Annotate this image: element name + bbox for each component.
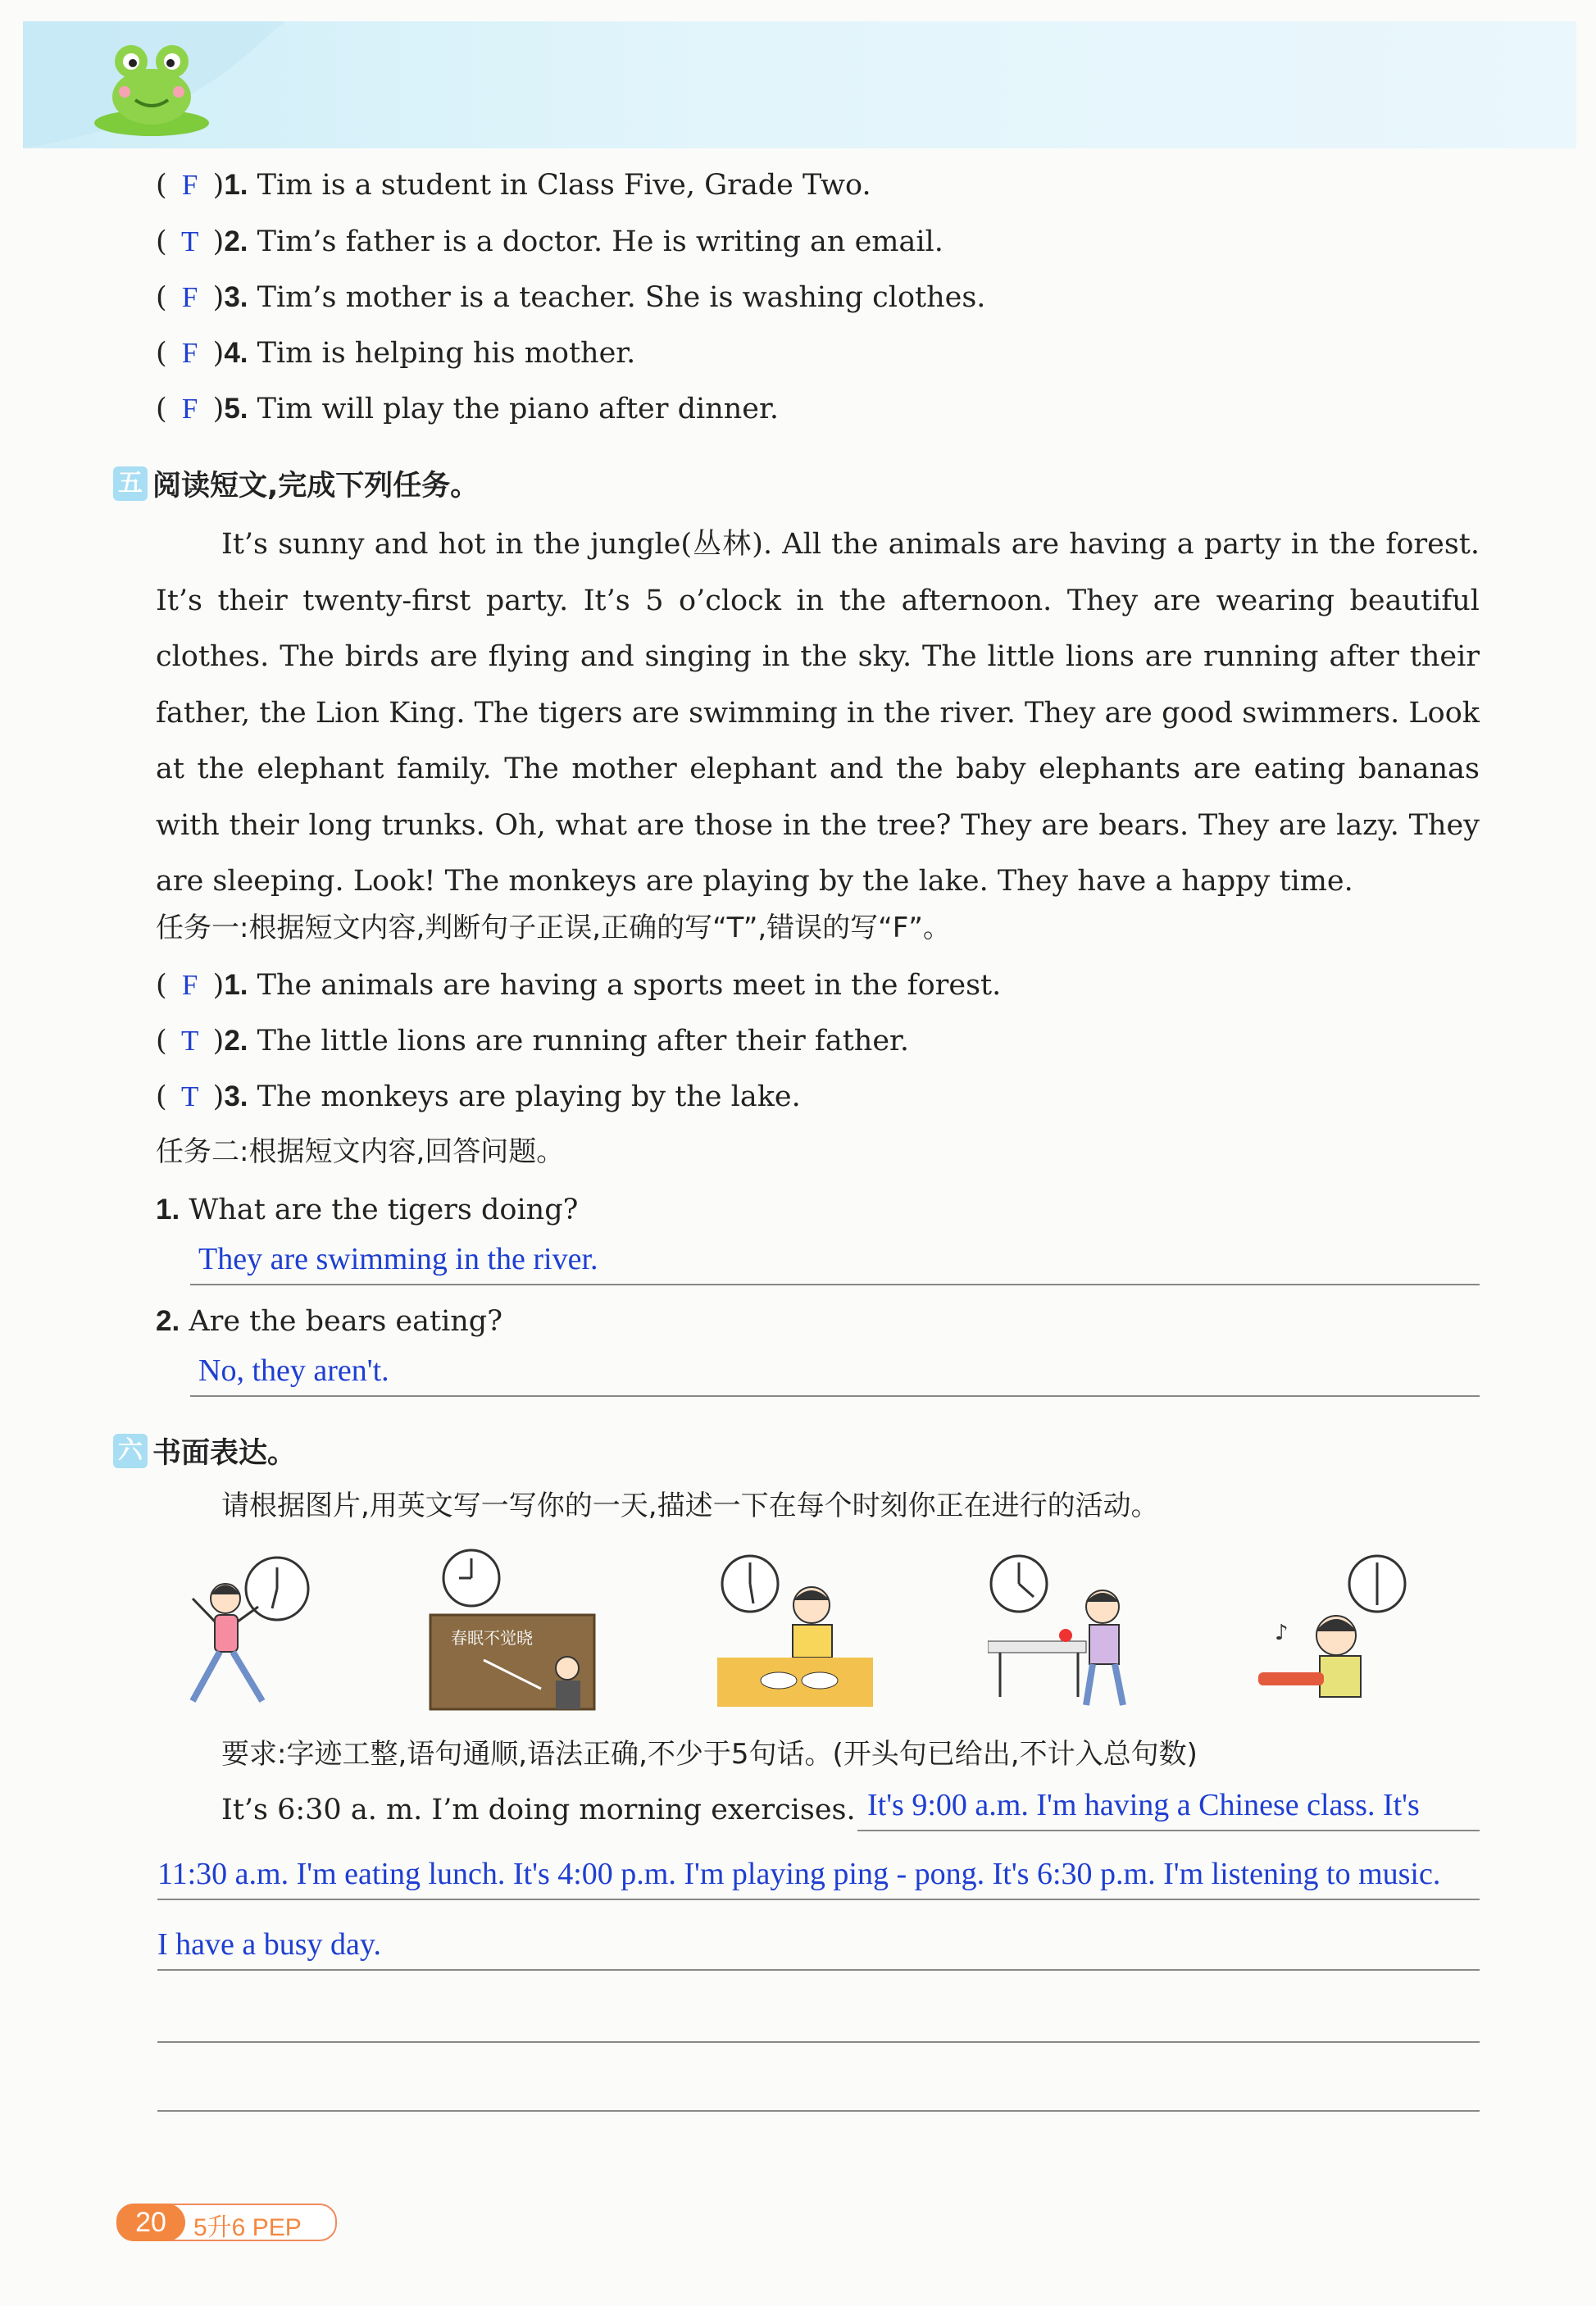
- item-text: The monkeys are playing by the lake.: [248, 1080, 801, 1113]
- section-5-title: 阅读短文,完成下列任务。: [152, 470, 480, 503]
- tf-item: ( F )1. The animals are having a sports meet in the forest.: [156, 969, 1002, 1002]
- question-2: [156, 1303, 502, 1339]
- item-number: 1.: [224, 969, 248, 1001]
- blackboard-text: 春眠不觉晓: [451, 1628, 533, 1648]
- music-picture: [1258, 1549, 1414, 1709]
- writing-instruction: 请根据图片,用英文写一写你的一天,描述一下在每个时刻你正在进行的活动。: [221, 1490, 1159, 1522]
- question-1-number: 1.: [156, 1194, 180, 1226]
- essay-line-1[interactable]: It's 9:00 a.m. I'm having a Chinese class. It's: [867, 1788, 1420, 1822]
- reading-passage: It’s sunny and hot in the jungle(丛林). All the animals are having a party in the forest. It’s their twenty-first party. It’s 5 o’clock in the afternoon. They are wearing beautiful clothes. The birds are flying and singing in the sky. The little lions are running after their father, the Lion King. The tigers are swimming in the river. They are good swimmers. Look at the elephant family. The mother elephant and the baby elephants are eating bananas with their long trunks. Oh, what are those in the tree? They are bears. They are lazy. They are sleeping. Look! The monkeys are playing by the lake. They have a happy time.: [156, 528, 1480, 898]
- section-5-icon: 五: [113, 466, 148, 501]
- tf-item: ( F )5. Tim will play the piano after dinner.: [156, 393, 780, 425]
- tf-item: ( T )3. The monkeys are playing by the lake.: [156, 1080, 801, 1113]
- answer-1[interactable]: They are swimming in the river.: [198, 1242, 598, 1276]
- task1-instruction: 任务一:根据短文内容,判断句子正误,正确的写“T”,错误的写“F”。: [156, 912, 951, 944]
- answer-2-line: [190, 1395, 1480, 1397]
- tf-answer[interactable]: F: [181, 337, 198, 369]
- essay-rule-3: [157, 1969, 1480, 1971]
- tf-item: ( T )2. Tim’s father is a doctor. He is writing an email.: [156, 225, 944, 258]
- answer-2[interactable]: No, they aren't.: [198, 1353, 389, 1388]
- writing-requirement: 要求:字迹工整,语句通顺,语法正确,不少于5句话。(开头句已给出,不计入总句数): [221, 1738, 1198, 1771]
- item-number: 5.: [224, 393, 248, 425]
- tf-answer[interactable]: F: [181, 393, 198, 425]
- tf-item: ( F )1. Tim is a student in Class Five, Grade Two.: [156, 169, 871, 202]
- essay-line-2[interactable]: 11:30 a.m. I'm eating lunch. It's 4:00 p.m. I'm playing ping - pong. It's 6:30 p.m. I'm listening to music.: [157, 1857, 1441, 1891]
- question-2-text: Are the bears eating?: [180, 1305, 502, 1338]
- tf-answer[interactable]: T: [180, 225, 199, 257]
- tf-answer[interactable]: F: [181, 969, 198, 1001]
- item-text: Tim will play the piano after dinner.: [248, 393, 780, 425]
- lunch-picture: [717, 1549, 873, 1709]
- given-start-sentence: It’s 6:30 a. m. I’m doing morning exercises.: [221, 1794, 856, 1826]
- item-text: Tim is helping his mother.: [248, 337, 636, 370]
- essay-rule-1: [857, 1830, 1480, 1831]
- question-2-number: 2.: [156, 1305, 180, 1337]
- item-number: 4.: [224, 337, 248, 369]
- section-6-title: 书面表达。: [152, 1437, 297, 1470]
- tf-answer[interactable]: F: [181, 169, 198, 201]
- item-number: 1.: [224, 169, 248, 201]
- item-number: 3.: [224, 281, 248, 313]
- essay-rule-4: [157, 2041, 1480, 2043]
- tf-answer[interactable]: F: [181, 281, 198, 313]
- section-5-heading: [113, 463, 479, 504]
- item-text: Tim’s mother is a teacher. She is washing clothes.: [248, 281, 986, 314]
- item-number: 2.: [224, 1025, 248, 1057]
- essay-line-3[interactable]: I have a busy day.: [157, 1927, 381, 1962]
- item-text: Tim’s father is a doctor. He is writing an email.: [248, 225, 944, 258]
- morning-exercise-picture: [180, 1549, 336, 1709]
- item-text: Tim is a student in Class Five, Grade Two.: [248, 169, 871, 202]
- tf-item: ( F )4. Tim is helping his mother.: [156, 337, 636, 370]
- section-6-icon: 六: [113, 1434, 148, 1468]
- essay-rule-2: [157, 1899, 1480, 1900]
- tf-answer[interactable]: T: [180, 1080, 199, 1112]
- item-text: The little lions are running after their father.: [248, 1025, 910, 1057]
- tf-item: ( F )3. Tim’s mother is a teacher. She is washing clothes.: [156, 281, 986, 314]
- question-1-text: What are the tigers doing?: [180, 1194, 579, 1226]
- frog-icon: [90, 33, 213, 139]
- answer-1-line: [190, 1284, 1480, 1285]
- tf-answer[interactable]: T: [180, 1025, 199, 1057]
- question-1: [156, 1192, 578, 1228]
- chinese-class-picture: [426, 1545, 598, 1713]
- item-number: 3.: [224, 1080, 248, 1112]
- essay-rule-5: [157, 2110, 1480, 2112]
- item-number: 2.: [224, 225, 248, 257]
- item-text: The animals are having a sports meet in the forest.: [248, 969, 1002, 1002]
- tf-item: ( T )2. The little lions are running after their father.: [156, 1025, 910, 1057]
- ping-pong-picture: [988, 1549, 1152, 1709]
- task2-instruction: 任务二:根据短文内容,回答问题。: [156, 1135, 565, 1168]
- section-6-heading: [113, 1430, 296, 1471]
- page-number: 20: [116, 2204, 185, 2241]
- svg-text:♪: ♪: [1275, 1621, 1289, 1645]
- grade-label: 5升6 PEP: [193, 2214, 302, 2241]
